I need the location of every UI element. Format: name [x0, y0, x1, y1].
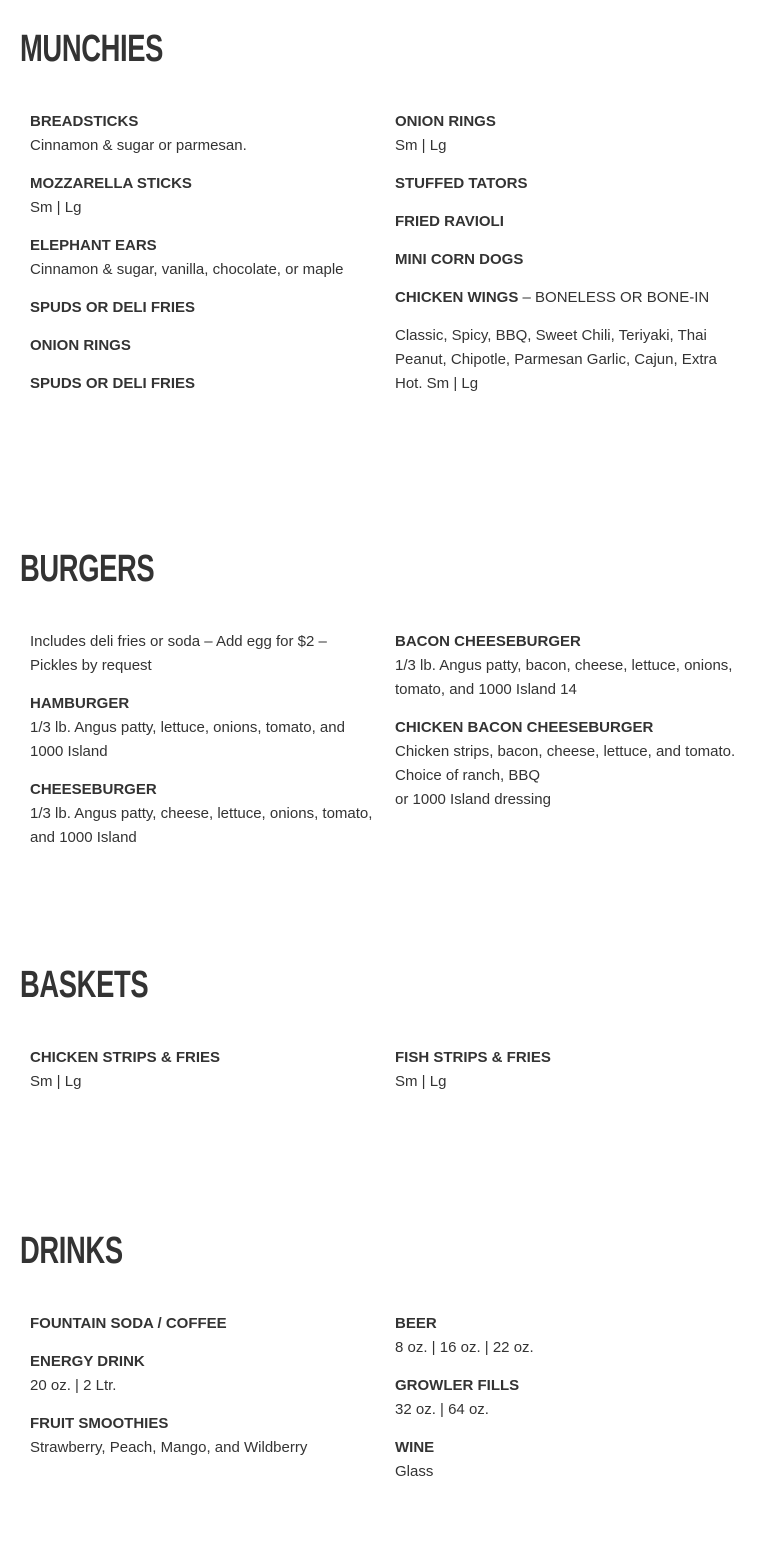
- item-name: STUFFED TATORS: [395, 175, 528, 192]
- item-description: 32 oz. | 64 oz.: [395, 1401, 489, 1418]
- item-name: SPUDS OR DELI FRIES: [30, 299, 196, 316]
- item-name: FRUIT SMOOTHIES: [30, 1415, 169, 1432]
- menu-item: [395, 210, 740, 234]
- burgers-left-column: [30, 630, 375, 864]
- item-name: FRIED RAVIOLI: [395, 213, 504, 230]
- item-options: – BONELESS OR BONE-IN: [518, 289, 710, 306]
- menu-item: [30, 110, 375, 158]
- burgers-note: Includes deli fries or soda – Add egg for $2 – Pickles by request: [30, 633, 327, 674]
- item-description: Cinnamon & sugar, vanilla, chocolate, or maple: [30, 261, 344, 278]
- item-description-continued: or 1000 Island dressing: [395, 791, 551, 808]
- item-name: BREADSTICKS: [30, 113, 139, 130]
- item-description: 1/3 lb. Angus patty, cheese, lettuce, onions, tomato, and 1000 Island: [30, 805, 373, 846]
- item-name: CHICKEN BACON CHEESEBURGER: [395, 719, 654, 736]
- menu-item: [395, 716, 740, 812]
- menu-item: [395, 248, 740, 272]
- drinks-title: DRINKS: [20, 1230, 123, 1272]
- item-name: BACON CHEESEBURGER: [395, 633, 581, 650]
- munchies-right-column: [395, 110, 740, 410]
- item-description: 8 oz. | 16 oz. | 22 oz.: [395, 1339, 534, 1356]
- item-description: Glass: [395, 1463, 434, 1480]
- drinks-left-column: [30, 1312, 375, 1474]
- menu-item: [30, 172, 375, 220]
- baskets-right-column: [395, 1046, 740, 1108]
- item-name: SPUDS OR DELI FRIES: [30, 375, 196, 392]
- baskets-left-column: [30, 1046, 375, 1108]
- menu-item: [30, 1350, 375, 1398]
- munchies-left-column: [30, 110, 375, 410]
- burgers-title: BURGERS: [20, 548, 155, 590]
- item-name: ELEPHANT EARS: [30, 237, 157, 254]
- item-name: BEER: [395, 1315, 437, 1332]
- item-name: CHEESEBURGER: [30, 781, 157, 798]
- menu-item: [30, 334, 375, 358]
- burgers-right-column: [395, 630, 740, 826]
- item-description: 1/3 lb. Angus patty, bacon, cheese, lettuce, onions, tomato, and 1000 Island 14: [395, 657, 733, 698]
- item-name: CHICKEN STRIPS & FRIES: [30, 1049, 221, 1066]
- menu-item: [395, 172, 740, 196]
- menu-item: [30, 778, 375, 850]
- item-name: ONION RINGS: [30, 337, 131, 354]
- item-description: 1/3 lb. Angus patty, lettuce, onions, tomato, and 1000 Island: [30, 719, 345, 760]
- menu-item: [395, 1436, 740, 1484]
- item-name: FISH STRIPS & FRIES: [395, 1049, 551, 1066]
- menu-item: [395, 286, 740, 310]
- item-name: CHICKEN WINGS: [395, 289, 519, 306]
- item-name: FOUNTAIN SODA / COFFEE: [30, 1315, 227, 1332]
- item-description: Sm | Lg: [30, 1073, 82, 1090]
- menu-item: [395, 1374, 740, 1422]
- item-name: GROWLER FILLS: [395, 1377, 520, 1394]
- item-name: HAMBURGER: [30, 695, 130, 712]
- item-name: ENERGY DRINK: [30, 1353, 145, 1370]
- item-description: Cinnamon & sugar or parmesan.: [30, 137, 247, 154]
- munchies-title: MUNCHIES: [20, 28, 164, 70]
- menu-item: [30, 1312, 375, 1336]
- menu-item: [395, 630, 740, 702]
- baskets-title: BASKETS: [20, 964, 149, 1006]
- menu-item: [395, 1312, 740, 1360]
- item-description: Sm | Lg: [395, 137, 447, 154]
- item-name: MOZZARELLA STICKS: [30, 175, 192, 192]
- menu-item: [30, 296, 375, 320]
- menu-item: [30, 234, 375, 282]
- menu-item: [395, 110, 740, 158]
- wings-flavors-note: Classic, Spicy, BBQ, Sweet Chili, Teriyaki, Thai Peanut, Chipotle, Parmesan Garlic, Cajun, Extra Hot. Sm | Lg: [395, 327, 717, 392]
- menu-item: [395, 1046, 740, 1094]
- item-name: MINI CORN DOGS: [395, 251, 524, 268]
- item-description: Strawberry, Peach, Mango, and Wildberry: [30, 1439, 308, 1456]
- drinks-right-column: [395, 1312, 740, 1498]
- item-name: ONION RINGS: [395, 113, 496, 130]
- item-description: Sm | Lg: [30, 199, 82, 216]
- item-description: Chicken strips, bacon, cheese, lettuce, and tomato. Choice of ranch, BBQ: [395, 743, 736, 784]
- menu-item: [30, 1046, 375, 1094]
- item-description: Sm | Lg: [395, 1073, 447, 1090]
- item-name: WINE: [395, 1439, 435, 1456]
- menu-item: [30, 1412, 375, 1460]
- item-description: 20 oz. | 2 Ltr.: [30, 1377, 117, 1394]
- menu-item: [30, 692, 375, 764]
- menu-item: [30, 372, 375, 396]
